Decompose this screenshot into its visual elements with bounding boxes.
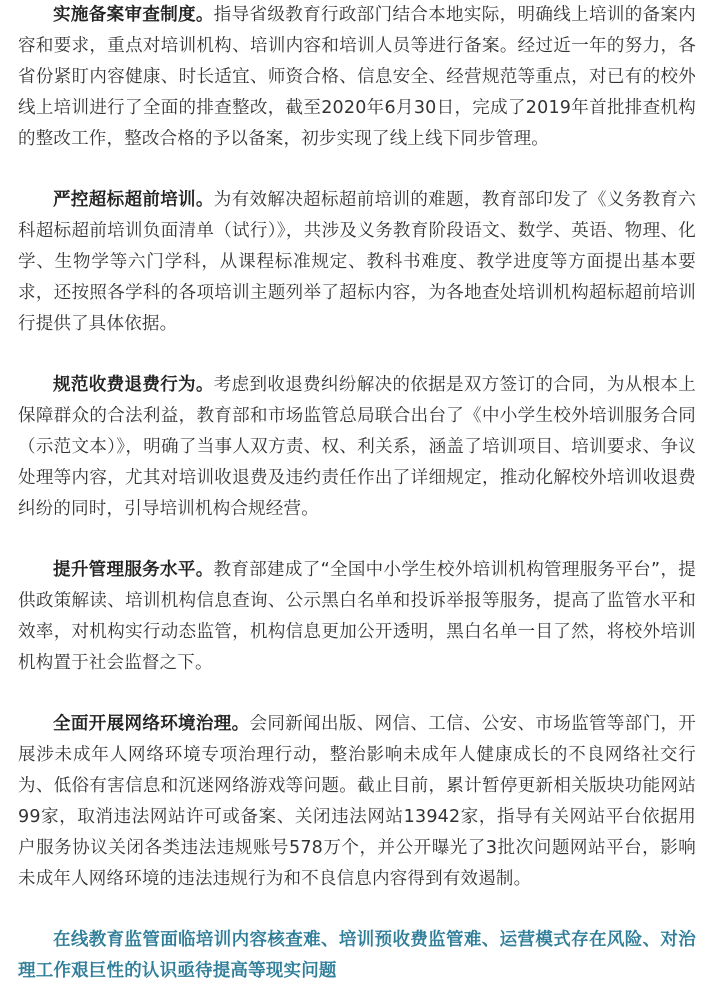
paragraph-management-service — [18, 555, 696, 679]
paragraph-fee-refund — [18, 370, 696, 525]
paragraph-text: 考虑到收退费纠纷解决的依据是双方签订的合同，为从根本上保障群众的合法利益，教育部和市场监管总局联合出台了《中小学生校外培训服务合同（示范文本）》，明确了当事人双方责、权、利关系，涵盖了培训项目、培训要求、争议处理等内容，尤其对培训收退费及违约责任作出了详细规定，推动化解校外培训收退费纠纷的同时，引导培训机构合规经营。 — [18, 375, 696, 519]
paragraph-text: 会同新闻出版、网信、工信、公安、市场监管等部门，开展涉未成年人网络环境专项治理行动，整治影响未成年人健康成长的不良网络社交行为、低俗有害信息和沉迷网络游戏等问题。截止目前，累计暂停更新相关版块功能网站99家，取消违法网站许可或备案、关闭违法网站13942家，指导有关网站平台依据用户服务协议关闭各类违法违规账号578万个，并公开曝光了3批次问题网站平台，影响未成年人网络环境的违法违规行为和不良信息内容得到有效遏制。 — [18, 714, 697, 889]
paragraph-text: 指导省级教育行政部门结合本地实际，明确线上培训的备案内容和要求，重点对培训机构、培训内容和培训人员等进行备案。经过近一年的努力，各省份紧盯内容健康、时长适宜、师资合格、信息安全、经营规范等重点，对已有的校外线上培训进行了全面的排查整改，截至2020年6月30日，完成了2019年首批排查机构的整改工作，整改合格的予以备案，初步实现了线上线下同步管理。 — [18, 5, 696, 149]
article-body — [18, 0, 696, 1005]
paragraph-lead: 实施备案审查制度。 — [53, 5, 214, 25]
paragraph-filing-review — [18, 0, 696, 155]
paragraph-text: 为有效解决超标超前培训的难题，教育部印发了《义务教育六科超标超前培训负面清单（试行）》，共涉及义务教育阶段语文、数学、英语、物理、化学、生物学等六门学科，从课程标准规定、教科书难度、教学进度等方面提出基本要求，还按照各学科的各项培训主题列举了超标内容，为各地查处培训机构超标超前培训行提供了具体依据。 — [18, 190, 696, 334]
paragraph-lead: 提升管理服务水平。 — [53, 560, 214, 580]
paragraph-lead: 严控超标超前培训。 — [53, 190, 214, 210]
section-heading: 在线教育监管面临培训内容核查难、培训预收费监管难、运营模式存在风险、对治理工作艰巨性的认识亟待提高等现实问题 — [18, 930, 696, 981]
paragraph-lead: 规范收费退费行为。 — [53, 375, 214, 395]
paragraph-lead: 全面开展网络环境治理。 — [53, 714, 250, 734]
paragraph-network-governance — [18, 709, 696, 895]
paragraph-text: 教育部建成了“全国中小学生校外培训机构管理服务平台”，提供政策解读、培训机构信息查询、公示黑白名单和投诉举报等服务，提高了监管水平和效率，对机构实行动态监管，机构信息更加公开透明，黑白名单一目了然，将校外培训机构置于社会监督之下。 — [18, 560, 696, 673]
paragraph-overstandard-training — [18, 185, 696, 340]
